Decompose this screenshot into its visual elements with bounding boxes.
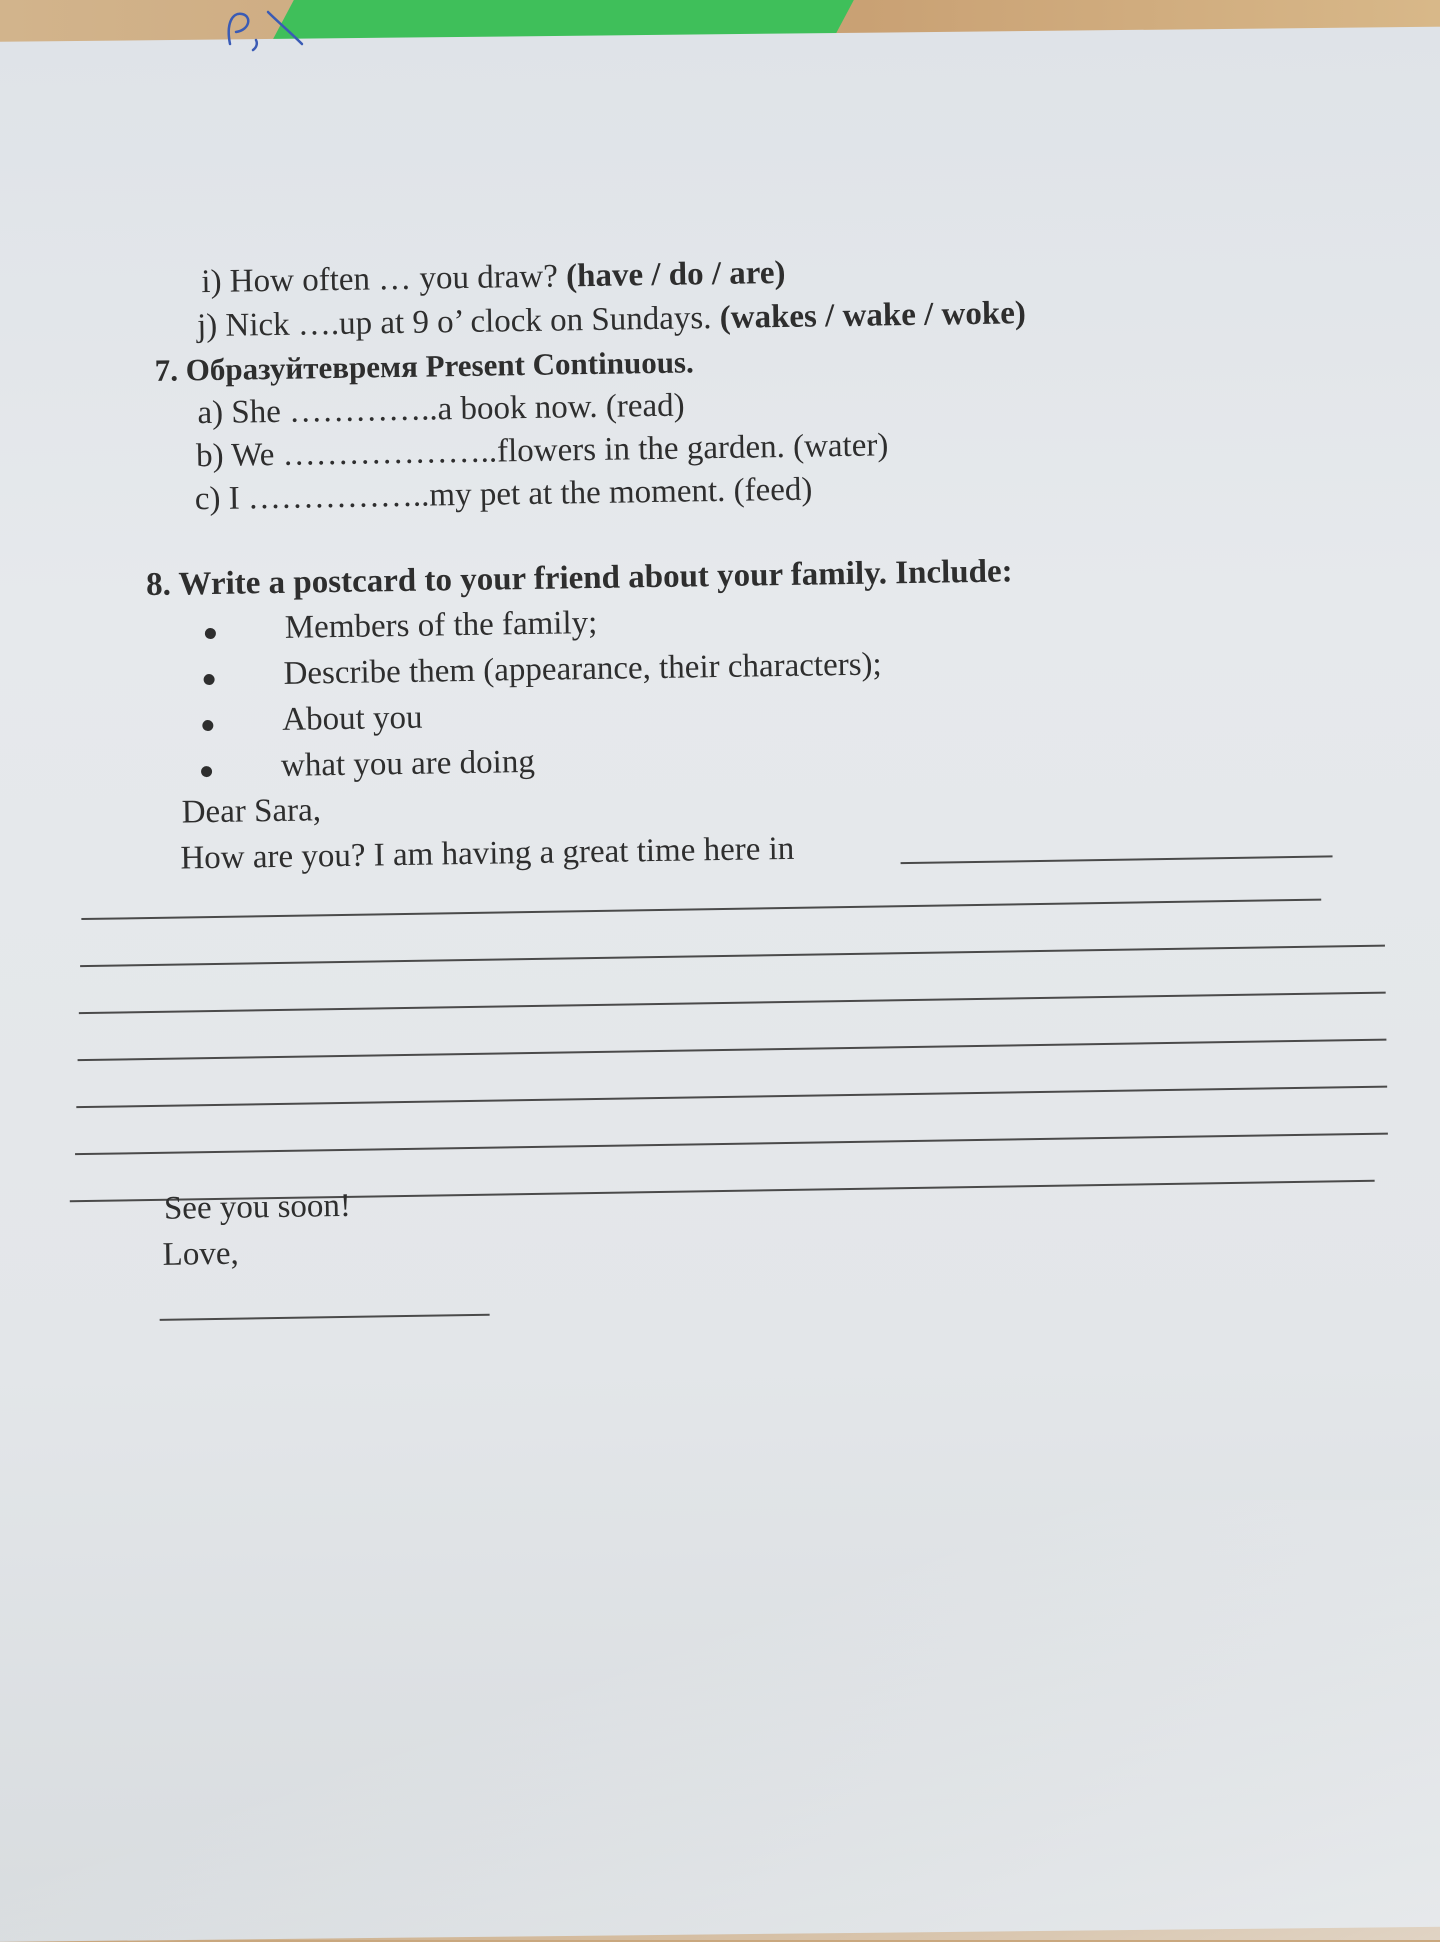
postcard-closing: See you soon! — [163, 1187, 352, 1227]
bullet-icon — [202, 720, 213, 731]
q6-item-j-text: j) Nick ….up at 9 o’ clock on Sundays. — [196, 299, 721, 345]
q6-item-i-options: (have / do / are) — [565, 254, 786, 295]
q6-item-j-options: (wakes / wake / woke) — [719, 295, 1027, 336]
bullet-icon — [205, 628, 216, 639]
q6-item-i-text: i) How often … you draw? — [201, 258, 567, 301]
q7-item-b: b) We ………………..flowers in the garden. (water) — [195, 427, 889, 475]
postcard-opening: How are you? I am having a great time here in — [180, 830, 795, 877]
q6-item-i — [201, 254, 786, 301]
q8-bullet-4: what you are doing — [280, 743, 536, 784]
bullet-icon — [201, 766, 212, 777]
q8-bullet-1: Members of the family; — [284, 604, 598, 646]
writing-line[interactable] — [76, 1086, 1387, 1109]
signature-line[interactable] — [160, 1314, 490, 1321]
q8-bullet-3: About you — [281, 699, 423, 738]
postcard-greeting: Dear Sara, — [181, 792, 322, 831]
q6-item-j — [197, 297, 1026, 343]
q8-bullet-2: Describe them (appearance, their characters); — [283, 646, 882, 692]
writing-line[interactable] — [80, 945, 1385, 967]
q8-heading: 8. Write a postcard to your friend about your family. Include: — [145, 553, 1013, 603]
opening-answer-line[interactable] — [901, 855, 1333, 864]
q7-heading: 7. Образуйтевремя Present Continuous. — [154, 344, 694, 388]
writing-line[interactable] — [75, 1133, 1388, 1156]
writing-line[interactable] — [81, 899, 1321, 920]
bullet-icon — [204, 674, 215, 685]
q7-item-c: c) I ……………..my pet at the moment. (feed) — [194, 471, 813, 518]
writing-line[interactable] — [78, 1039, 1387, 1062]
q7-item-a: a) She …………..a book now. (read) — [197, 387, 685, 432]
writing-line[interactable] — [79, 992, 1386, 1015]
postcard-signoff: Love, — [162, 1235, 239, 1273]
